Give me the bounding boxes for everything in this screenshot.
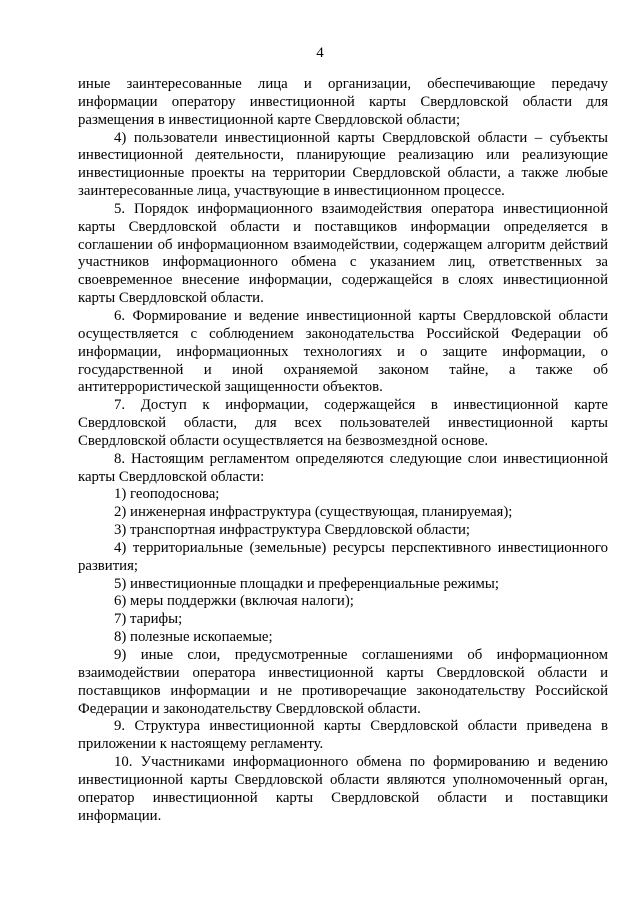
layer-item-5: 5) инвестиционные площадки и преференциальные режимы; bbox=[114, 575, 499, 592]
paragraph-8-layers: 8. Настоящим регламентом определяются следующие слои инвестиционной карты Свердловской области: bbox=[78, 450, 608, 485]
layer-item-8: 8) полезные ископаемые; bbox=[114, 629, 273, 646]
paragraph-item-4-users: 4) пользователи инвестиционной карты Свердловской области – субъекты инвестиционной деятельности, планирующие реализацию или реализующие инвестиционные проекты на территории Свердловской области, а также любые заинтересованные лица, участвующие в инвестиционном процессе. bbox=[78, 129, 608, 200]
paragraph-6-formation-and-maintenance: 6. Формирование и ведение инвестиционной карты Свердловской области осуществляется с соблюдением законодательства Российской Федерации об информации, информационных технологиях и о защите информации, о государственной и иной охраняемой законом тайне, а также об антитеррористической защищенности объектов. bbox=[78, 307, 608, 396]
paragraph-7-access: 7. Доступ к информации, содержащейся в инвестиционной карте Свердловской области, для всех пользователей инвестиционной карты Свердловской области осуществляется на безвозмездной основе. bbox=[78, 397, 608, 449]
layer-item-1: 1) геоподоснова; bbox=[114, 486, 220, 503]
paragraph-continuation: иные заинтересованные лица и организации, обеспечивающие передачу информации оператору инвестиционной карты Свердловской области для размещения в инвестиционной карте Свердловской области; bbox=[78, 76, 608, 128]
layer-item-2: 2) инженерная инфраструктура (существующая, планируемая); bbox=[114, 504, 513, 521]
layer-item-3: 3) транспортная инфраструктура Свердловской области; bbox=[114, 522, 470, 539]
paragraph-10-participants: 10. Участниками информационного обмена по формированию и ведению инвестиционной карты Свердловской области являются уполномоченный орган, оператор инвестиционной карты Свердловской области и поставщики информации. bbox=[78, 754, 608, 824]
layer-item-4: 4) территориальные (земельные) ресурсы перспективного инвестиционного развития; bbox=[78, 539, 608, 574]
document-body bbox=[78, 76, 608, 825]
paragraph-5-interaction-procedure: 5. Порядок информационного взаимодействия оператора инвестиционной карты Свердловской области и поставщиков информации определяется в соглашении об информационном взаимодействии, содержащем алгоритм действий участников информационного обмена с указанием лиц, ответственных за своевременное внесение информации, содержащейся в слоях инвестиционной карты Свердловской области. bbox=[78, 200, 608, 307]
page-number: 4 bbox=[316, 45, 324, 61]
layer-item-9: 9) иные слои, предусмотренные соглашениями об информационном взаимодействии оператора инвестиционной карты Свердловской области и поставщиков информации и не противоречащие законодательству Российской Федерации и законодательству Свердловской области. bbox=[78, 647, 608, 717]
layer-item-7: 7) тарифы; bbox=[114, 611, 183, 628]
layer-item-6: 6) меры поддержки (включая налоги); bbox=[114, 593, 354, 610]
paragraph-9-structure: 9. Структура инвестиционной карты Свердловской области приведена в приложении к настоящему регламенту. bbox=[78, 718, 608, 753]
